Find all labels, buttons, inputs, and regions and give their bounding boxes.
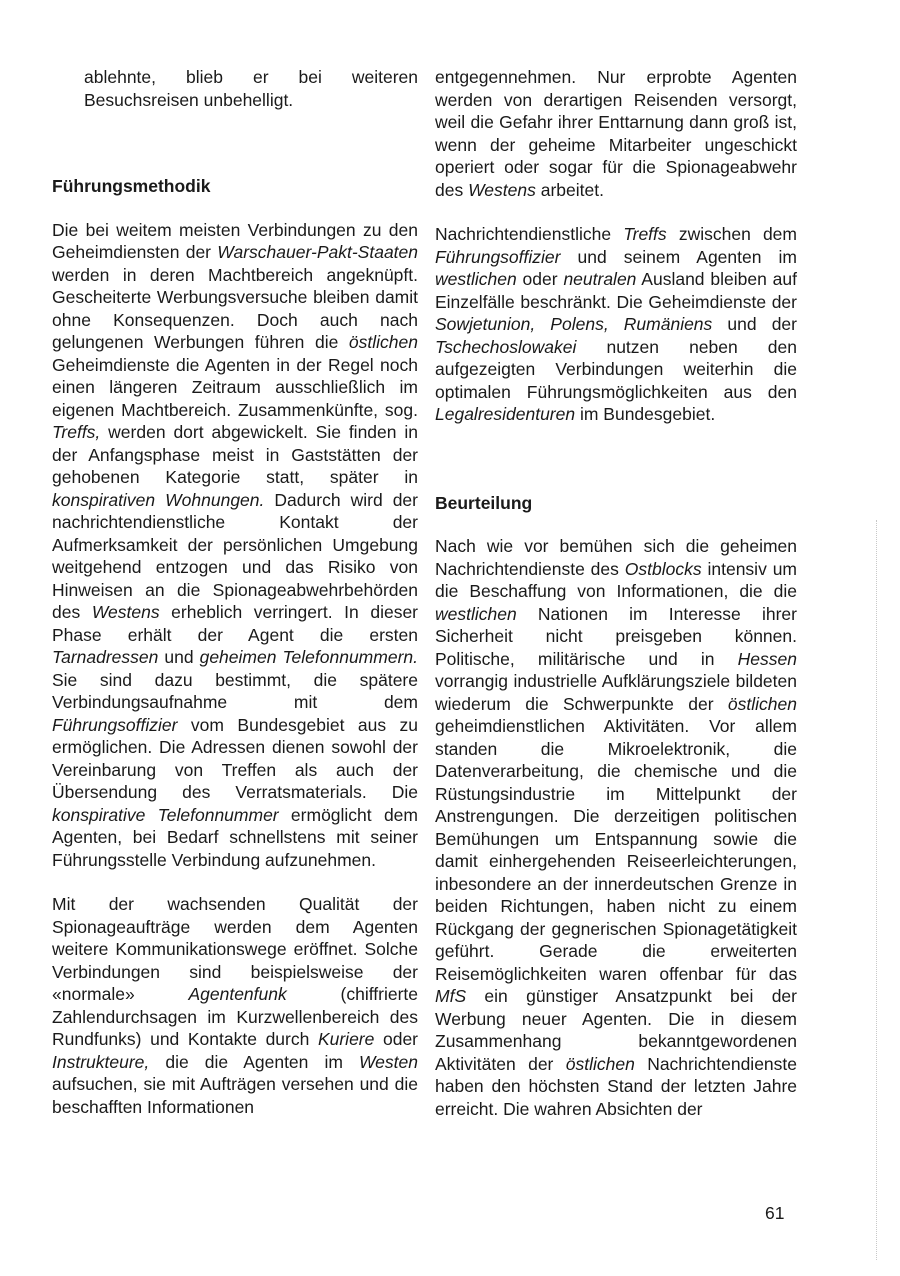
emphasis-term: Tarnadressen: [52, 647, 159, 667]
right-continuation-paragraph: entgegennehmen. Nur erprobte Agenten werden von derartigen Reisenden versorgt, weil die Gefahr ihrer Enttarnung dann groß ist, wenn der geheime Mitarbeiter ungeschickt operiert oder sogar für die Spionageabwehr des Westens arbeitet.: [435, 67, 797, 200]
right-column: [435, 66, 797, 1120]
emphasis-term: westlichen: [435, 603, 517, 624]
emphasis-term: östlichen: [727, 693, 797, 714]
emphasis-term: Westen: [358, 1051, 418, 1072]
left-column: [52, 66, 418, 1118]
left-paragraph-1: Die bei weitem meisten Verbindungen zu den Geheimdiensten der Warschauer-Pakt-Staaten werden in deren Machtbereich angeknüpft. Gescheiterte Werbungsversuche bleiben damit ohne Konsequenzen. Doch auch nach gelungenen Werbungen führen die östlichen Geheimdienste die Agenten in der Regel noch einen längeren Zeitraum ausschließlich im eigenen Machtbereich. Zusammenkünfte, sog. Treffs, werden dort abgewickelt. Sie finden in der Anfangsphase meist in Gaststätten der gehobenen Kategorie statt, später in konspirativen Wohnungen. Dadurch wird der nachrichtendienstliche Kontakt der Aufmerksamkeit der persönlichen Umgebung weitgehend entzogen und das Risiko von Hinweisen an die Spionageabwehrbehörden des Westens erheblich verringert. In dieser Phase erhält der Agent die ersten Tarnadressen und geheimen Telefonnummern. Sie sind dazu bestimmt, die spätere Verbindungsaufnahme mit dem Führungsoffizier vom Bundesgebiet aus zu ermöglichen. Die Adressen dienen sowohl der Vereinbarung von Treffen als auch der Übersendung des Verratsmaterials. Die konspirative Telefonnummer ermöglicht dem Agenten, bei Bedarf schnellstens mit seiner Führungsstelle Verbindung aufzunehmen.: [52, 219, 419, 870]
scan-edge-artifact: [876, 520, 878, 1260]
emphasis-term: Führungsoffizier: [435, 246, 561, 267]
emphasis-term: Hessen: [737, 648, 797, 669]
emphasis-term: Instrukteure,: [52, 1051, 150, 1072]
left-continuation-paragraph: ablehnte, blieb er bei weiteren Besuchsreisen unbehelligt.: [84, 67, 418, 110]
emphasis-term: östlichen: [348, 332, 418, 352]
left-paragraph-2: Mit der wachsenden Qualität der Spionageaufträge werden dem Agenten weitere Kommunikationswege eröffnet. Solche Verbindungen sind beispielsweise der «normale» Agentenfunk (chiffrierte Zahlendurchsagen im Kurzwellenbereich des Rundfunks) und Kontakte durch Kuriere oder Instrukteure, die die Agenten im Westen aufsuchen, sie mit Aufträgen versehen und die beschafften Informationen: [52, 894, 419, 1117]
emphasis-term: Treffs: [623, 224, 667, 244]
section-heading-fuehrungsmethodik: Führungsmethodik: [52, 176, 211, 196]
emphasis-term: Warschauer-Pakt-Staaten: [217, 242, 418, 262]
emphasis-term: Westens: [91, 602, 160, 622]
section-heading-beurteilung: Beurteilung: [435, 492, 533, 513]
right-paragraph-1: Nachrichtendienstliche Treffs zwischen dem Führungsoffizier und seinem Agenten im westlichen oder neutralen Ausland bleiben auf Einzelfälle beschränkt. Die Geheimdienste der Sowjetunion, Polens, Rumäniens und der Tschechoslowakei nutzen neben den aufgezeigten Verbindungen weiterhin die optimalen Führungsmöglichkeiten aus den Legalresidenturen im Bundesgebiet.: [435, 224, 797, 424]
page-number: 61: [765, 1203, 785, 1223]
emphasis-term: Legalresidenturen: [435, 404, 576, 424]
emphasis-term: Westens: [468, 179, 536, 200]
emphasis-term: Treffs,: [52, 422, 101, 442]
emphasis-term: MfS: [435, 986, 467, 1006]
right-paragraph-2: Nach wie vor bemühen sich die geheimen Nachrichtendienste des Ostblocks intensiv um die Beschaffung von Informationen, die die westlichen Nationen im Interesse ihrer Sicherheit nicht preisgeben können. Politische, militärische und in Hessen vorrangig industrielle Aufklärungsziele bildeten wiederum die Schwerpunkte der östlichen geheimdienstlichen Aktivitäten. Vor allem standen die Mikroelektronik, die Datenverarbeitung, die chemische und die Rüstungsindustrie im Mittelpunkt der Anstrengungen. Die derzeitigen politischen Bemühungen um Entspannung sowie die damit einhergehenden Reiseerleichterungen, inbesondere an der innerdeutschen Grenze in beiden Richtungen, haben nicht zu einem Rückgang der gegnerischen Spionagetätigkeit geführt. Gerade die erweiterten Reisemöglichkeiten waren offenbar für das MfS ein günstiger Ansatzpunkt bei der Werbung neuer Agenten. Die in diesem Zusammenhang bekanntgewordenen Aktivitäten der östlichen Nachrichtendienste haben den höchsten Stand der letzten Jahre erreicht. Die wahren Absichten der: [435, 536, 798, 1119]
emphasis-term: Sowjetunion, Polens, Rumäniens: [435, 314, 713, 334]
emphasis-term: Führungsoffizier: [52, 714, 178, 735]
emphasis-term: geheimen Telefonnummern.: [199, 647, 418, 667]
emphasis-term: westlichen: [435, 269, 517, 289]
emphasis-term: neutralen: [563, 269, 637, 289]
emphasis-term: Agentenfunk: [188, 984, 287, 1004]
emphasis-term: konspirative Telefonnummer: [52, 804, 279, 825]
emphasis-term: östlichen: [565, 1053, 635, 1074]
emphasis-term: Kuriere: [317, 1029, 375, 1049]
emphasis-term: Ostblocks: [624, 558, 702, 579]
emphasis-term: konspirativen Wohnungen.: [52, 489, 265, 510]
emphasis-term: Tschechoslowakei: [435, 336, 577, 357]
